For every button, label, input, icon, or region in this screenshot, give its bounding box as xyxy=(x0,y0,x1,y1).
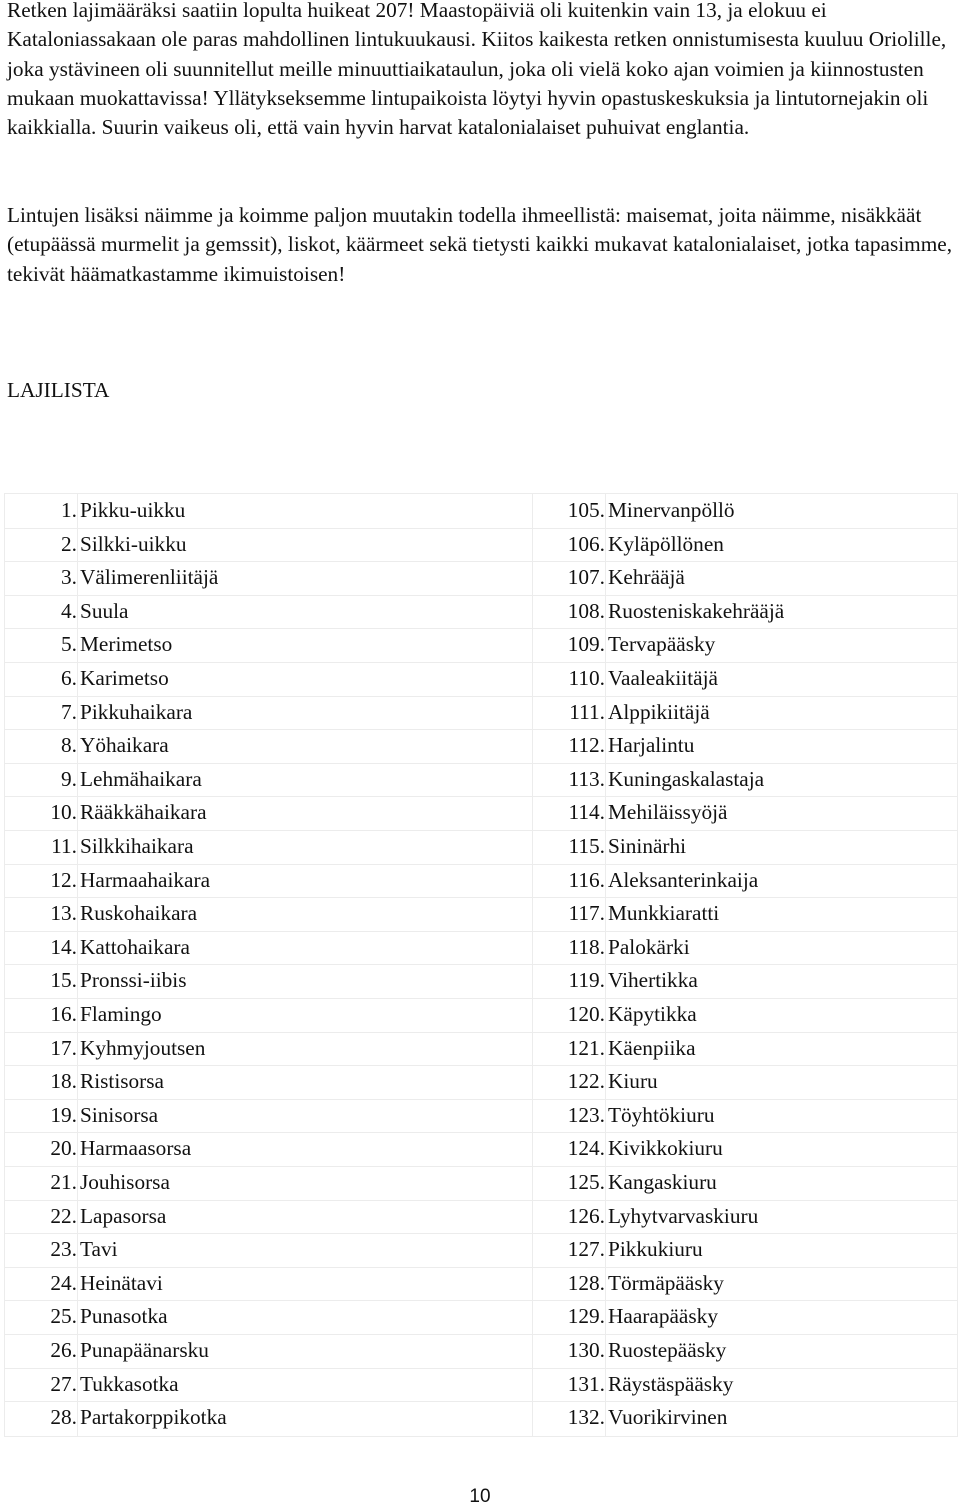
species-number: 106. xyxy=(567,531,605,556)
species-name: Aleksanterinkaija xyxy=(608,867,759,892)
species-number: 110. xyxy=(568,666,605,690)
species-number: 128. xyxy=(567,1270,605,1295)
species-number: 19. xyxy=(50,1102,77,1127)
species-number: 126. xyxy=(567,1203,605,1228)
species-name: Heinätavi xyxy=(80,1270,163,1295)
species-number: 123. xyxy=(567,1102,605,1127)
species-name: Silkki-uikku xyxy=(80,531,187,556)
species-name: Palokärki xyxy=(608,934,690,959)
species-number: 25. xyxy=(50,1304,77,1329)
species-name: Punasotka xyxy=(80,1304,168,1329)
species-name: Tavi xyxy=(80,1237,118,1262)
species-number: 120. xyxy=(567,1002,605,1026)
species-name: Suula xyxy=(80,598,129,623)
page-number: 10 xyxy=(469,1486,491,1507)
species-number: 26. xyxy=(50,1338,77,1362)
species-name: Jouhisorsa xyxy=(80,1170,170,1194)
species-number: 8. xyxy=(61,733,77,758)
species-number: 2. xyxy=(61,531,77,556)
species-name: Kuningaskalastaja xyxy=(608,766,765,791)
species-name: Pikkukiuru xyxy=(608,1237,703,1262)
species-number: 21. xyxy=(50,1170,77,1194)
species-number: 132. xyxy=(567,1405,605,1430)
species-name: Pronssi-iibis xyxy=(80,968,187,993)
species-number: 24. xyxy=(50,1270,77,1295)
species-number: 10. xyxy=(50,800,77,825)
species-number: 129. xyxy=(567,1304,605,1329)
species-number: 111. xyxy=(569,699,605,724)
species-name: Karimetso xyxy=(80,666,169,690)
species-number: 109. xyxy=(567,632,605,657)
species-number: 7. xyxy=(61,699,77,724)
species-name: Pikku-uikku xyxy=(80,498,186,522)
species-name: Ruosteniskakehrääjä xyxy=(608,598,785,623)
species-name: Flamingo xyxy=(80,1002,162,1026)
species-name: Harmaahaikara xyxy=(80,867,211,892)
species-name: Rääkkähaikara xyxy=(80,800,207,825)
species-number: 121. xyxy=(567,1035,605,1060)
species-name: Punapäänarsku xyxy=(80,1338,209,1362)
species-number: 116. xyxy=(568,867,605,892)
species-number: 114. xyxy=(568,800,605,825)
species-number: 131. xyxy=(567,1371,605,1396)
species-number: 105. xyxy=(567,498,605,522)
species-name: Törmäpääsky xyxy=(608,1270,724,1295)
species-name: Kyhmyjoutsen xyxy=(80,1035,206,1060)
species-name: Käenpiika xyxy=(608,1035,696,1060)
species-name: Yöhaikara xyxy=(80,733,169,758)
species-name: Mehiläissyöjä xyxy=(608,800,728,825)
species-name: Vaaleakiitäjä xyxy=(608,666,718,690)
species-name: Haarapääsky xyxy=(608,1304,718,1329)
species-number: 23. xyxy=(50,1237,77,1262)
wildlife-paragraph: Lintujen lisäksi näimme ja koimme paljon muutakin todella ihmeellistä: maisemat, joita näimme, nisäkkäät (etupäässä murmelit ja gemssit), liskot, käärmeet sekä tietysti kaikki mukavat katalonialaiset, jotka tapasimme, tekivät häämatkastamme ikimuistoisen! xyxy=(7,203,953,286)
species-name: Sinisorsa xyxy=(80,1102,159,1127)
species-number: 18. xyxy=(50,1069,77,1094)
species-name: Munkkiaratti xyxy=(608,901,720,926)
species-number: 28. xyxy=(50,1405,77,1430)
species-number: 6. xyxy=(61,666,77,690)
species-name: Vihertikka xyxy=(608,968,698,993)
species-name: Ruostepääsky xyxy=(608,1338,727,1362)
species-number: 113. xyxy=(568,766,605,791)
species-number: 14. xyxy=(50,934,77,959)
species-name: Silkkihaikara xyxy=(80,834,194,858)
species-number: 3. xyxy=(61,565,77,590)
species-number: 5. xyxy=(61,632,77,657)
species-number: 125. xyxy=(567,1170,605,1194)
species-name: Lehmähaikara xyxy=(80,766,202,791)
species-number: 1. xyxy=(61,498,77,522)
species-name: Töyhtökiuru xyxy=(608,1102,715,1127)
species-name: Harjalintu xyxy=(608,733,695,758)
species-number: 117. xyxy=(568,901,605,926)
species-number: 17. xyxy=(50,1035,77,1060)
species-number: 127. xyxy=(567,1237,605,1262)
species-name: Kivikkokiuru xyxy=(608,1136,723,1161)
species-name: Kehrääjä xyxy=(608,565,685,590)
species-number: 130. xyxy=(567,1338,605,1362)
species-name: Minervanpöllö xyxy=(608,498,735,522)
species-name: Alppikiitäjä xyxy=(608,699,710,724)
species-number: 13. xyxy=(50,901,77,926)
species-name: Kangaskiuru xyxy=(608,1170,717,1194)
species-name: Sininärhi xyxy=(608,834,687,858)
species-number: 20. xyxy=(50,1136,77,1161)
species-name: Partakorppikotka xyxy=(80,1405,227,1430)
species-number: 107. xyxy=(567,565,605,590)
species-name: Tervapääsky xyxy=(608,632,716,657)
species-name: Harmaasorsa xyxy=(80,1136,192,1161)
species-name: Lyhytvarvaskiuru xyxy=(608,1203,759,1228)
species-number: 16. xyxy=(50,1002,77,1026)
species-number: 22. xyxy=(50,1203,77,1228)
species-number: 112. xyxy=(568,733,605,758)
species-name: Pikkuhaikara xyxy=(80,699,193,724)
species-number: 115. xyxy=(568,834,605,858)
species-number: 11. xyxy=(51,834,77,858)
species-name: Vuorikirvinen xyxy=(608,1405,728,1430)
species-number: 12. xyxy=(50,867,77,892)
species-name: Käpytikka xyxy=(608,1002,697,1026)
species-number: 124. xyxy=(567,1136,605,1161)
species-name: Tukkasotka xyxy=(80,1371,179,1396)
species-number: 122. xyxy=(567,1069,605,1094)
species-name: Lapasorsa xyxy=(80,1203,167,1228)
species-table xyxy=(4,493,958,1437)
species-name: Ristisorsa xyxy=(80,1069,165,1094)
species-name: Merimetso xyxy=(80,632,173,657)
species-name: Kattohaikara xyxy=(80,934,190,959)
species-name: Kiuru xyxy=(608,1069,658,1094)
species-number: 4. xyxy=(61,598,77,623)
species-number: 9. xyxy=(61,766,77,791)
species-number: 118. xyxy=(568,934,605,959)
species-name: Välimerenliitäjä xyxy=(80,565,219,590)
species-name: Ruskohaikara xyxy=(80,901,198,926)
species-name: Kyläpöllönen xyxy=(608,531,724,556)
intro-paragraph: Retken lajimääräksi saatiin lopulta huikeat 207! Maastopäiviä oli kuitenkin vain 13, ja elokuu ei Kataloniassakaan ole paras mahdollinen lintukuukausi. Kiitos kaikesta retken onnistumisesta kuuluu Oriolille, joka ystävineen oli suunnitellut meille minuuttiaikataulun, joka oli vielä koko ajan voimien ja kiinnostusten mukaan muokattavissa! Yllätykseksemme lintupaikoista löytyi hyvin opastuskeskuksia ja lintutornejakin oli kaikkialla. Suurin vaikeus oli, että vain hyvin harvat katalonialaiset puhuivat englantia. xyxy=(7,0,947,140)
species-number: 27. xyxy=(50,1371,77,1396)
species-number: 15. xyxy=(50,968,77,993)
species-number: 119. xyxy=(568,968,605,993)
species-list-heading: LAJILISTA xyxy=(7,378,110,402)
species-name: Räystäspääsky xyxy=(608,1371,734,1396)
species-number: 108. xyxy=(567,598,605,623)
